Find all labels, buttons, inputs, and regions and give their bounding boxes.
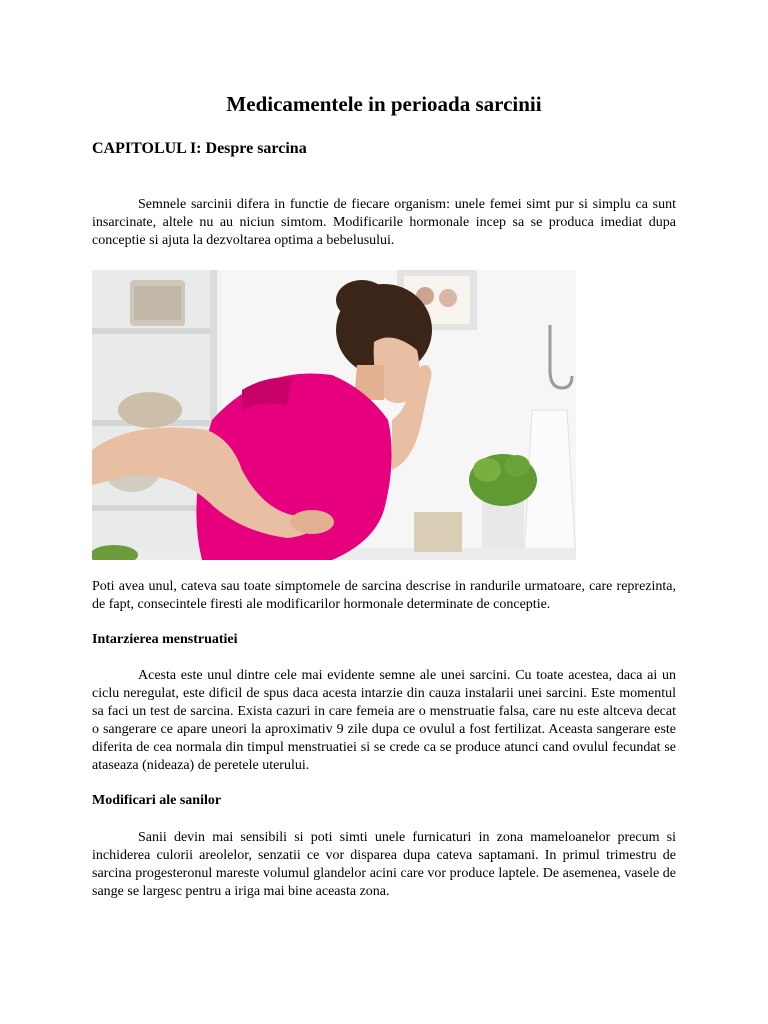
chapter-heading: CAPITOLUL I: Despre sarcina	[92, 140, 307, 157]
section-text-breasts: Sanii devin mai sensibili si poti simti unele furnicaturi in zona mameloanelor precum si inchiderea culorii areolelor, senzatii ce vor disparea dupa cateva saptamani. In primul trimestru de sarcina progesteronul mareste volumul glandelor acini care vor produce laptele. De asemenea, vasele de sange se largesc pentru a iriga mai bine aceasta zona.	[92, 830, 676, 899]
section-heading-menstruation: Intarzierea menstruatiei	[92, 632, 238, 647]
section-heading-breasts: Modificari ale sanilor	[92, 793, 222, 808]
page-title: Medicamentele in perioada sarcinii	[226, 92, 542, 116]
symptoms-intro-paragraph: Poti avea unul, cateva sau toate simptomele de sarcina descrise in randurile urmatoare, care reprezinta, de fapt, consecintele firesti ale modificarilor hormonale determinate de conceptie.	[92, 579, 676, 612]
woman-nausea-photo	[92, 270, 576, 560]
intro-paragraph: Semnele sarcinii difera in functie de fiecare organism: unele femei simt pur si simplu ca sunt insarcinate, altele nu au niciun simtom. Modificarile hormonale incep sa se produca imediat dupa conceptie si ajuta la dezvoltarea optima a bebelusului.	[92, 197, 676, 248]
section-text-menstruation: Acesta este unul dintre cele mai evidente semne ale unei sarcini. Cu toate acestea, daca ai un ciclu neregulat, este dificil de spus daca acesta intarzie din cauza instalarii unei sarcini. Este momentul sa faci un test de sarcina. Exista cazuri in care femeia are o menstruatie falsa, care nu este altceva decat o sangerare ce apare uneori la aproximativ 9 zile dupa ce ovulul a fost fertilizat. Aceasta sangerare este diferita de cea normala din timpul menstruatiei si se crede ca se produce atunci cand ovulul fecundat se ataseaza (nideaza) de peretele uterului.	[92, 668, 676, 773]
